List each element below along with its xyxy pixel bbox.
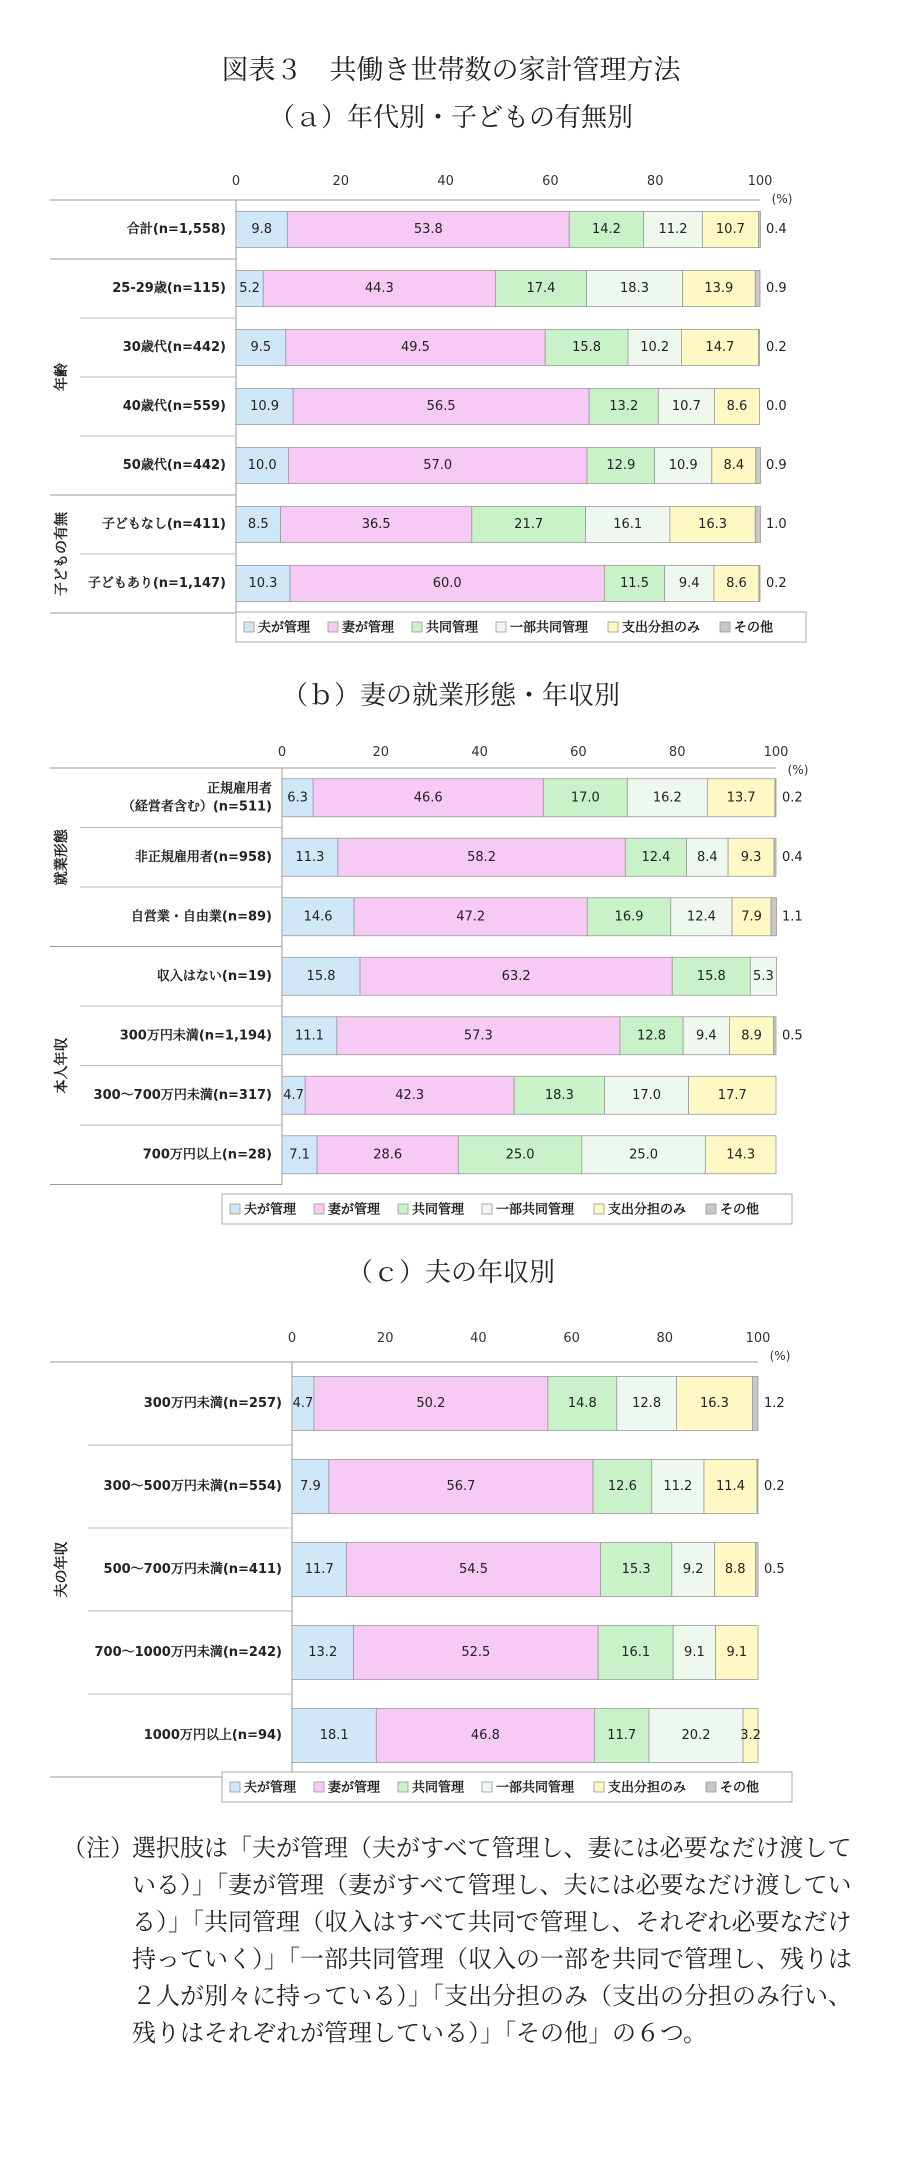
bar-value-label: 47.2 [456, 909, 486, 925]
x-tick-label: 100 [745, 1331, 771, 1346]
other-value-label: 0.9 [766, 281, 787, 296]
bar-value-label: 9.1 [684, 1645, 705, 1660]
legend-label: 共同管理 [412, 1780, 465, 1796]
bar-value-label: 9.5 [250, 340, 272, 355]
bar-value-label: 9.4 [678, 576, 700, 591]
category-label: 300万円未満(n=257) [143, 1396, 282, 1411]
bar-value-label: 25.0 [629, 1147, 659, 1163]
bar-value-label: 17.4 [526, 281, 556, 296]
bar-value-label: 4.7 [292, 1396, 314, 1411]
legend-swatch [706, 1204, 716, 1214]
x-unit-label: (%) [787, 763, 809, 777]
category-label: 50歳代(n=442) [122, 458, 226, 473]
x-tick-label: 0 [277, 745, 287, 760]
legend-swatch [720, 622, 730, 632]
legend-label: その他 [720, 1780, 760, 1796]
bar-segment [774, 1017, 776, 1055]
bar-value-label: 8.9 [741, 1028, 762, 1044]
x-tick-label: 40 [471, 745, 488, 760]
bar-value-label: 7.1 [289, 1147, 310, 1163]
bar-value-label: 58.2 [467, 849, 497, 865]
other-value-label: 1.1 [782, 909, 803, 925]
legend-label: 支出分担のみ [608, 1202, 687, 1218]
bar-value-label: 11.7 [607, 1728, 637, 1743]
chart-c [0, 1312, 902, 1832]
bar-value-label: 16.3 [698, 517, 728, 532]
bar-segment [759, 566, 760, 602]
x-tick-label: 60 [563, 1331, 580, 1346]
x-tick-label: 20 [332, 174, 350, 189]
bar-value-label: 14.2 [591, 222, 621, 237]
category-label: 40歳代(n=559) [122, 399, 226, 414]
category-label: （経営者含む）(n=511) [121, 799, 272, 815]
group-label: 年齢 [54, 363, 70, 391]
legend-swatch [314, 1204, 324, 1214]
bar-value-label: 8.4 [723, 458, 745, 473]
bar-value-label: 16.2 [652, 790, 682, 806]
bar-value-label: 52.5 [461, 1645, 491, 1660]
bar-value-label: 15.8 [572, 340, 602, 355]
legend-swatch [594, 1204, 604, 1214]
bar-value-label: 9.4 [696, 1028, 717, 1044]
other-value-label: 0.5 [764, 1562, 785, 1577]
bar-value-label: 15.8 [306, 968, 336, 984]
bar-value-label: 8.6 [726, 576, 747, 591]
bar-segment [758, 212, 760, 248]
legend-label: 夫が管理 [258, 620, 311, 636]
legend-label: 一部共同管理 [496, 1202, 575, 1218]
x-tick-label: 0 [231, 174, 241, 189]
bar-value-label: 60.0 [432, 576, 462, 591]
bar-value-label: 56.7 [446, 1479, 476, 1494]
legend-label: 支出分担のみ [608, 1780, 687, 1796]
bar-value-label: 17.7 [717, 1087, 747, 1103]
other-value-label: 0.2 [782, 790, 803, 806]
bar-value-label: 18.1 [319, 1728, 349, 1743]
other-value-label: 0.0 [766, 399, 787, 414]
x-tick-label: 20 [376, 1331, 394, 1346]
bar-value-label: 18.3 [620, 281, 649, 296]
bar-value-label: 16.9 [614, 909, 644, 925]
legend-swatch [398, 1204, 408, 1214]
bar-value-label: 14.8 [567, 1396, 597, 1411]
bar-value-label: 8.5 [247, 517, 269, 532]
legend-swatch [412, 622, 422, 632]
bar-segment [775, 779, 776, 817]
legend-label: 一部共同管理 [496, 1780, 575, 1796]
bar-value-label: 20.2 [681, 1728, 711, 1743]
x-tick-label: 20 [372, 745, 390, 760]
bar-segment [758, 330, 759, 366]
legend-label: 支出分担のみ [622, 620, 701, 636]
category-label: 収入はない(n=19) [156, 968, 272, 984]
bar-value-label: 4.7 [283, 1087, 304, 1103]
chart-b [0, 738, 902, 1238]
figure-title: 図表３ 共働き世帯数の家計管理方法 [221, 55, 681, 86]
bar-value-label: 8.4 [696, 849, 718, 865]
legend-swatch [608, 622, 618, 632]
legend-label: 妻が管理 [328, 1202, 381, 1218]
bar-value-label: 10.7 [671, 399, 701, 414]
category-label: 300万円未満(n=1,194) [119, 1028, 272, 1044]
bar-value-label: 9.1 [726, 1645, 748, 1660]
legend-swatch [328, 622, 338, 632]
category-label: 合計(n=1,558) [126, 222, 226, 237]
category-label: 1000万円以上(n=94) [143, 1728, 282, 1743]
bar-value-label: 21.7 [514, 517, 544, 532]
category-label: 300～500万円未満(n=554) [103, 1479, 282, 1494]
legend-label: 一部共同管理 [510, 620, 589, 636]
group-label: 本人年収 [54, 1037, 70, 1094]
legend-swatch [230, 1782, 240, 1792]
footnote-label: （注） [62, 1834, 134, 1862]
legend-label: その他 [734, 620, 774, 636]
category-label: 非正規雇用者(n=958) [134, 849, 272, 865]
legend-swatch [482, 1204, 492, 1214]
bar-value-label: 13.9 [704, 281, 734, 296]
bar-value-label: 46.6 [413, 790, 443, 806]
bar-value-label: 10.0 [247, 458, 277, 473]
bar-value-label: 56.5 [426, 399, 456, 414]
legend-swatch [398, 1782, 408, 1792]
category-label: 30歳代(n=442) [122, 340, 226, 355]
bar-segment [756, 1543, 758, 1597]
legend-swatch [482, 1782, 492, 1792]
bar-value-label: 8.6 [726, 399, 748, 414]
bar-value-label: 5.2 [239, 281, 260, 296]
other-value-label: 0.4 [766, 222, 787, 237]
chart-a-title: （ａ）年代別・子どもの有無別 [268, 103, 633, 133]
legend-label: 夫が管理 [244, 1780, 297, 1796]
bar-value-label: 46.8 [470, 1728, 500, 1743]
bar-value-label: 10.2 [640, 340, 670, 355]
category-label: 正規雇用者 [206, 781, 272, 797]
legend-label: その他 [720, 1202, 760, 1218]
bar-segment [755, 507, 760, 543]
legend-swatch [314, 1782, 324, 1792]
category-label: 子どもなし(n=411) [101, 517, 226, 532]
x-tick-label: 80 [668, 745, 686, 760]
bar-segment [755, 271, 760, 307]
group-label: 子どもの有無 [54, 512, 70, 596]
legend-label: 共同管理 [426, 620, 479, 636]
bar-value-label: 6.3 [287, 790, 308, 806]
other-value-label: 0.2 [766, 340, 787, 355]
bar-value-label: 28.6 [373, 1147, 403, 1163]
other-value-label: 0.9 [766, 458, 787, 473]
other-value-label: 1.0 [766, 517, 787, 532]
x-tick-label: 60 [542, 174, 559, 189]
bar-value-label: 63.2 [501, 968, 531, 984]
x-tick-label: 80 [656, 1331, 674, 1346]
chart-a [0, 160, 902, 660]
bar-value-label: 5.3 [753, 968, 774, 984]
bar-segment [757, 1460, 758, 1514]
legend-swatch [496, 622, 506, 632]
bar-segment [771, 898, 776, 936]
bar-value-label: 53.8 [413, 222, 443, 237]
bar-value-label: 8.8 [724, 1562, 746, 1577]
legend-label: 共同管理 [412, 1202, 465, 1218]
x-tick-label: 100 [747, 174, 773, 189]
bar-value-label: 10.9 [668, 458, 698, 473]
footnote-text: 選択肢は「夫が管理（夫がすべて管理し、妻には必要なだけ渡している）」「妻が管理（妻がすべて管理し、夫には必要なだけ渡している）」「共同管理（収入はすべて共同で管理し、それぞれ必要なだけ持っていく）」「一部共同管理（収入の一部を共同で管理し、残りは２人が別々に持っている）」「支出分担のみ（支出の分担のみ行い、残りはそれぞれが管理している）」「その他」の６つ。 [132, 1834, 852, 2047]
x-tick-label: 80 [646, 174, 664, 189]
x-tick-label: 0 [287, 1331, 297, 1346]
legend-swatch [230, 1204, 240, 1214]
bar-value-label: 13.2 [308, 1645, 338, 1660]
x-unit-label: (%) [771, 192, 793, 206]
bar-value-label: 14.7 [705, 340, 735, 355]
legend-label: 夫が管理 [244, 1202, 297, 1218]
x-tick-label: 40 [437, 174, 454, 189]
bar-value-label: 54.5 [459, 1562, 488, 1577]
bar-value-label: 11.5 [620, 576, 649, 591]
category-label: 500～700万円未満(n=411) [103, 1562, 282, 1577]
bar-value-label: 36.5 [361, 517, 391, 532]
legend-swatch [244, 622, 254, 632]
bar-value-label: 7.9 [741, 909, 762, 925]
bar-value-label: 3.2 [740, 1728, 761, 1743]
bar-value-label: 18.3 [544, 1087, 574, 1103]
bar-value-label: 17.0 [632, 1087, 662, 1103]
category-label: 自営業・自由業(n=89) [130, 909, 272, 925]
bar-value-label: 12.4 [686, 909, 716, 925]
bar-value-label: 49.5 [400, 340, 430, 355]
legend-label: 妻が管理 [328, 1780, 381, 1796]
bar-value-label: 12.6 [607, 1479, 637, 1494]
bar-value-label: 16.1 [621, 1645, 651, 1660]
bar-value-label: 10.7 [715, 222, 745, 237]
bar-value-label: 12.4 [641, 849, 671, 865]
bar-segment [752, 1377, 758, 1431]
bar-value-label: 15.8 [696, 968, 726, 984]
category-label: 25-29歳(n=115) [112, 281, 226, 296]
x-tick-label: 40 [470, 1331, 487, 1346]
bar-value-label: 14.6 [303, 909, 333, 925]
x-tick-label: 100 [763, 745, 789, 760]
other-value-label: 0.5 [782, 1028, 803, 1044]
other-value-label: 0.4 [782, 849, 803, 865]
bar-value-label: 44.3 [364, 281, 394, 296]
bar-value-label: 13.7 [726, 790, 756, 806]
bar-value-label: 17.0 [570, 790, 600, 806]
bar-segment [756, 448, 761, 484]
group-label: 夫の年収 [54, 1541, 70, 1598]
other-value-label: 1.2 [764, 1396, 785, 1411]
bar-value-label: 7.9 [300, 1479, 321, 1494]
bar-value-label: 12.8 [632, 1396, 662, 1411]
legend-swatch [706, 1782, 716, 1792]
legend-label: 妻が管理 [342, 620, 395, 636]
bar-value-label: 11.3 [295, 849, 325, 865]
x-tick-label: 60 [570, 745, 587, 760]
bar-value-label: 11.7 [304, 1562, 334, 1577]
category-label: 子どもあり(n=1,147) [87, 576, 226, 591]
bar-value-label: 11.2 [658, 222, 688, 237]
bar-value-label: 16.3 [699, 1396, 729, 1411]
bar-value-label: 9.2 [682, 1562, 704, 1577]
bar-value-label: 9.3 [740, 849, 762, 865]
bar-value-label: 15.3 [621, 1562, 651, 1577]
other-value-label: 0.2 [766, 576, 787, 591]
bar-value-label: 11.4 [716, 1479, 745, 1494]
chart-c-title: （ｃ）夫の年収別 [346, 1258, 555, 1288]
x-unit-label: (%) [769, 1349, 791, 1363]
bar-value-label: 50.2 [416, 1396, 446, 1411]
bar-value-label: 57.0 [423, 458, 453, 473]
bar-value-label: 10.9 [250, 399, 280, 414]
category-label: 700万円以上(n=28) [142, 1147, 272, 1163]
bar-value-label: 14.3 [726, 1147, 756, 1163]
bar-value-label: 10.3 [248, 576, 278, 591]
bar-value-label: 25.0 [505, 1147, 535, 1163]
category-label: 300～700万円未満(n=317) [93, 1087, 272, 1103]
other-value-label: 0.2 [764, 1479, 785, 1494]
bar-value-label: 9.8 [251, 222, 273, 237]
bar-value-label: 11.2 [663, 1479, 693, 1494]
bar-value-label: 11.1 [294, 1028, 324, 1044]
bar-value-label: 16.1 [613, 517, 643, 532]
category-label: 700～1000万円未満(n=242) [94, 1645, 282, 1660]
group-label: 就業形態 [54, 829, 70, 886]
bar-segment [774, 838, 776, 876]
bar-value-label: 13.2 [609, 399, 639, 414]
bar-value-label: 12.8 [637, 1028, 666, 1044]
chart-b-title: （ｂ）妻の就業形態・年収別 [281, 681, 620, 711]
bar-value-label: 12.9 [606, 458, 636, 473]
legend-swatch [594, 1782, 604, 1792]
bar-value-label: 57.3 [463, 1028, 493, 1044]
bar-value-label: 42.3 [395, 1087, 425, 1103]
